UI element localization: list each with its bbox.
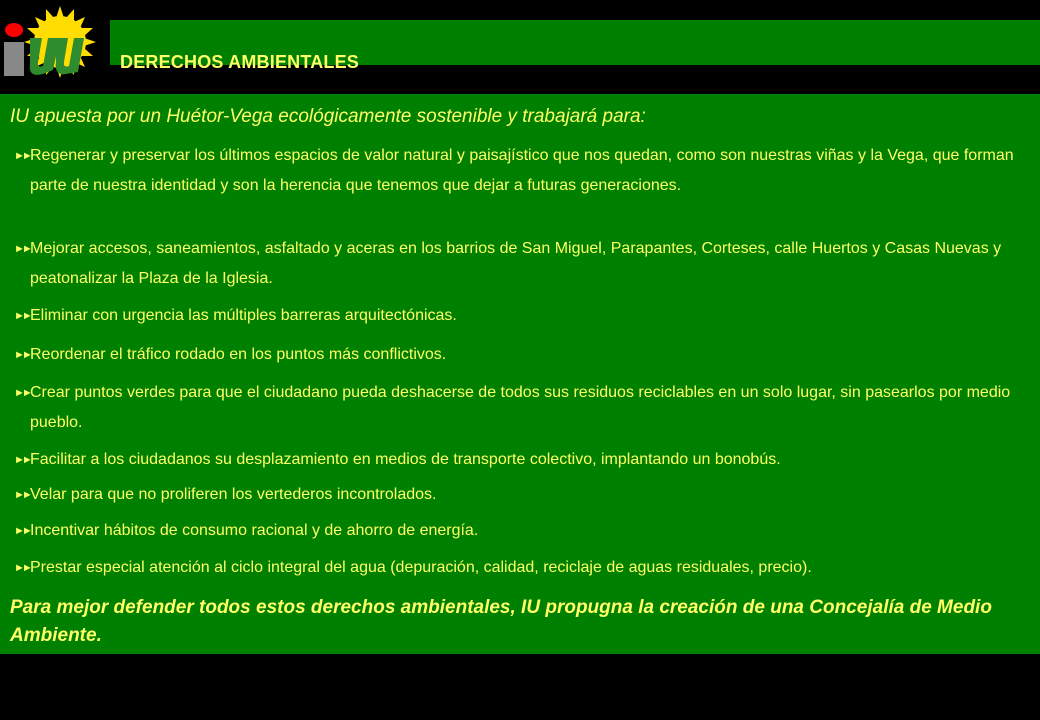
iu-logo	[0, 0, 108, 82]
iu-logo-icon	[0, 0, 108, 82]
list-item	[14, 141, 1024, 201]
page-title: DERECHOS AMBIENTALES	[120, 52, 360, 72]
arrow-bullet-icon: ►►	[14, 489, 30, 501]
list-item	[14, 378, 1024, 438]
list-item-text: Mejorar accesos, saneamientos, asfaltado y aceras en los barrios de San Miguel, Parapantes, Corteses, calle Huertos y Casas Nuevas y peatonalizar la Plaza de la Iglesia.	[30, 240, 1002, 287]
list-item	[14, 553, 1024, 583]
list-item-text: Prestar especial atención al ciclo integral del agua (depuración, calidad, reciclaje de aguas residuales, precio).	[30, 559, 812, 576]
list-item-text: Regenerar y preservar los últimos espacios de valor natural y paisajístico que nos quedan, como son nuestras viñas y la Vega, que forman parte de nuestra identidad y son la herencia que tenemos que dejar a futuras generaciones.	[30, 147, 1014, 194]
list-item	[14, 516, 1024, 546]
list-item-text: Crear puntos verdes para que el ciudadano pueda deshacerse de todos sus residuos reciclables en un solo lugar, sin pasearlos por medio pueblo.	[30, 384, 1011, 431]
conclusion-text: Para mejor defender todos estos derechos ambientales, IU propugna la creación de una Concejalía de Medio Ambiente.	[10, 597, 992, 646]
list-item	[14, 445, 1024, 475]
arrow-bullet-icon: ►►	[14, 454, 30, 466]
arrow-bullet-icon: ►►	[14, 387, 30, 399]
intro-text: IU apuesta por un Huétor-Vega ecológicamente sostenible y trabajará para:	[10, 106, 646, 127]
arrow-bullet-icon: ►►	[14, 525, 30, 537]
arrow-bullet-icon: ►►	[14, 562, 30, 574]
arrow-bullet-icon: ►►	[14, 243, 30, 255]
list-item-text: Facilitar a los ciudadanos su desplazamiento en medios de transporte colectivo, implantando un bonobús.	[30, 451, 781, 468]
list-item	[14, 340, 1024, 370]
list-item-text: Eliminar con urgencia las múltiples barreras arquitectónicas.	[30, 307, 457, 324]
list-item	[14, 480, 1024, 510]
list-item-text: Incentivar hábitos de consumo racional y de ahorro de energía.	[30, 522, 479, 539]
list-item	[14, 234, 1024, 294]
arrow-bullet-icon: ►►	[14, 349, 30, 361]
list-item-text: Reordenar el tráfico rodado en los puntos más conflictivos.	[30, 346, 447, 363]
list-item-text: Velar para que no proliferen los vertederos incontrolados.	[30, 486, 437, 503]
arrow-bullet-icon: ►►	[14, 310, 30, 322]
list-item	[14, 301, 1024, 331]
arrow-bullet-icon: ►►	[14, 150, 30, 162]
